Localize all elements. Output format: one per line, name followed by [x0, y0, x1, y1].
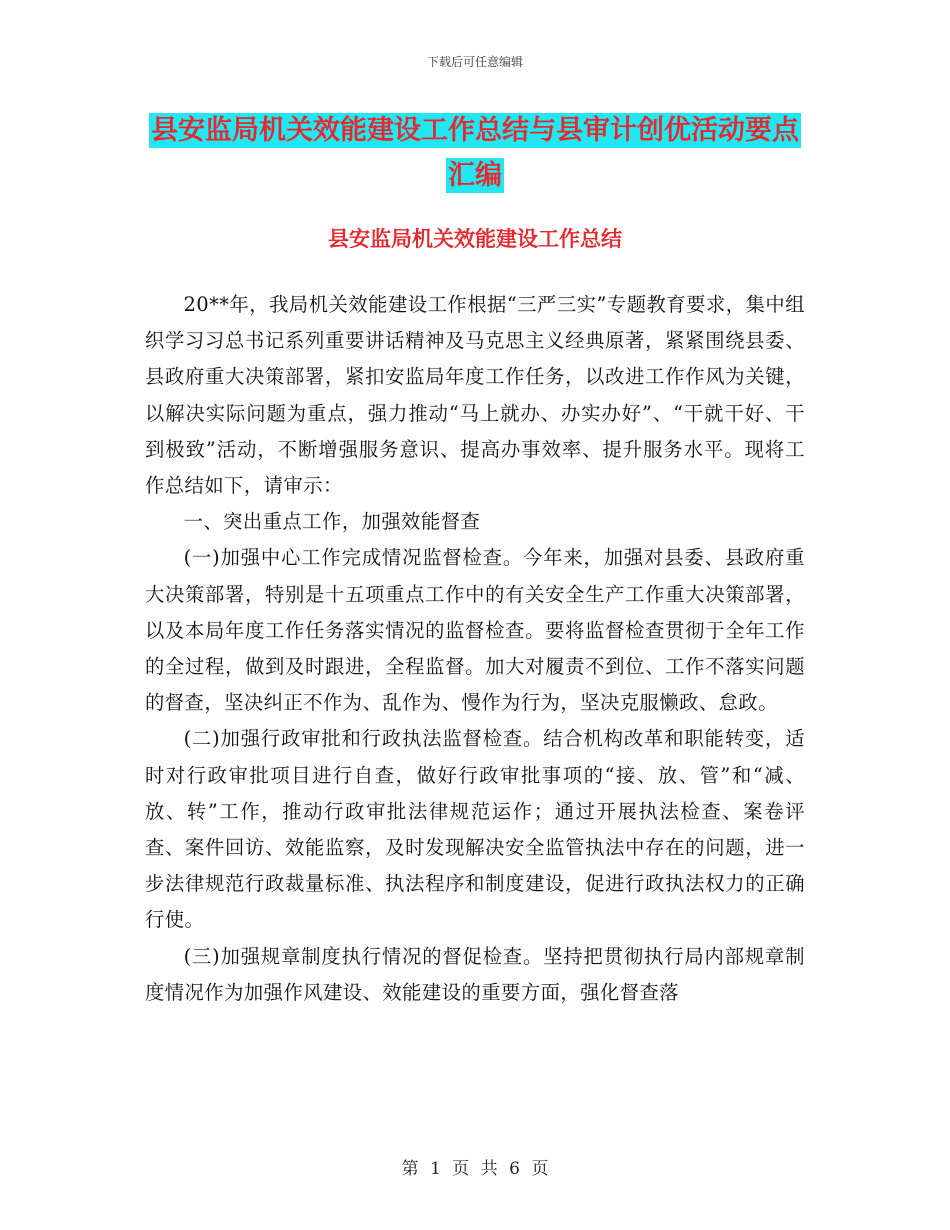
document-title: [145, 108, 805, 198]
paragraph: (二)加强行政审批和行政执法监督检查。结合机构改革和职能转变，适时对行政审批项目进行自查，做好行政审批事项的“接、放、管”和“减、放、转”工作，推动行政审批法律规范运作；通过开展执法检查、案卷评查、案件回访、效能监察，及时发现解决安全监管执法中存在的问题，进一步法律规范行政裁量标准、执法程序和制度建设，促进行政执法权力的正确行使。: [145, 727, 805, 932]
document-body: [145, 287, 805, 1011]
header-note: 下载后可任意编辑: [426, 55, 523, 69]
document-title-text: 县安监局机关效能建设工作总结与县审计创优活动要点汇编: [151, 115, 799, 191]
paragraph: 20**年，我局机关效能建设工作根据“三严三实”专题教育要求，集中组织学习习总书记系列重要讲话精神及马克思主义经典原著，紧紧围绕县委、县政府重大决策部署，紧扣安监局年度工作任务，以改进工作作风为关键，以解决实际问题为重点，强力推动“马上就办、办实办好”、“干就干好、干到极致”活动，不断增强服务意识、提高办事效率、提升服务水平。现将工作总结如下，请审示：: [145, 293, 805, 498]
section-title: 县安监局机关效能建设工作总结: [328, 226, 622, 251]
heading-paragraph: 一、突出重点工作，加强效能督查: [183, 510, 481, 534]
paragraph: (三)加强规章制度执行情况的督促检查。坚持把贯彻执行局内部规章制度情况作为加强作风建设、效能建设的重要方面，强化督查落: [145, 944, 805, 1004]
page-number-footer: 第 1 页 共 6 页: [401, 1159, 549, 1179]
paragraph: (一)加强中心工作完成情况监督检查。今年来，加强对县委、县政府重大决策部署，特别是十五项重点工作中的有关安全生产工作重大决策部署，以及本局年度工作任务落实情况的监督检查。要将监督检查贯彻于全年工作的全过程，做到及时跟进，全程监督。加大对履责不到位、工作不落实问题的督查，坚决纠正不作为、乱作为、慢作为行为，坚决克服懒政、怠政。: [145, 546, 805, 715]
